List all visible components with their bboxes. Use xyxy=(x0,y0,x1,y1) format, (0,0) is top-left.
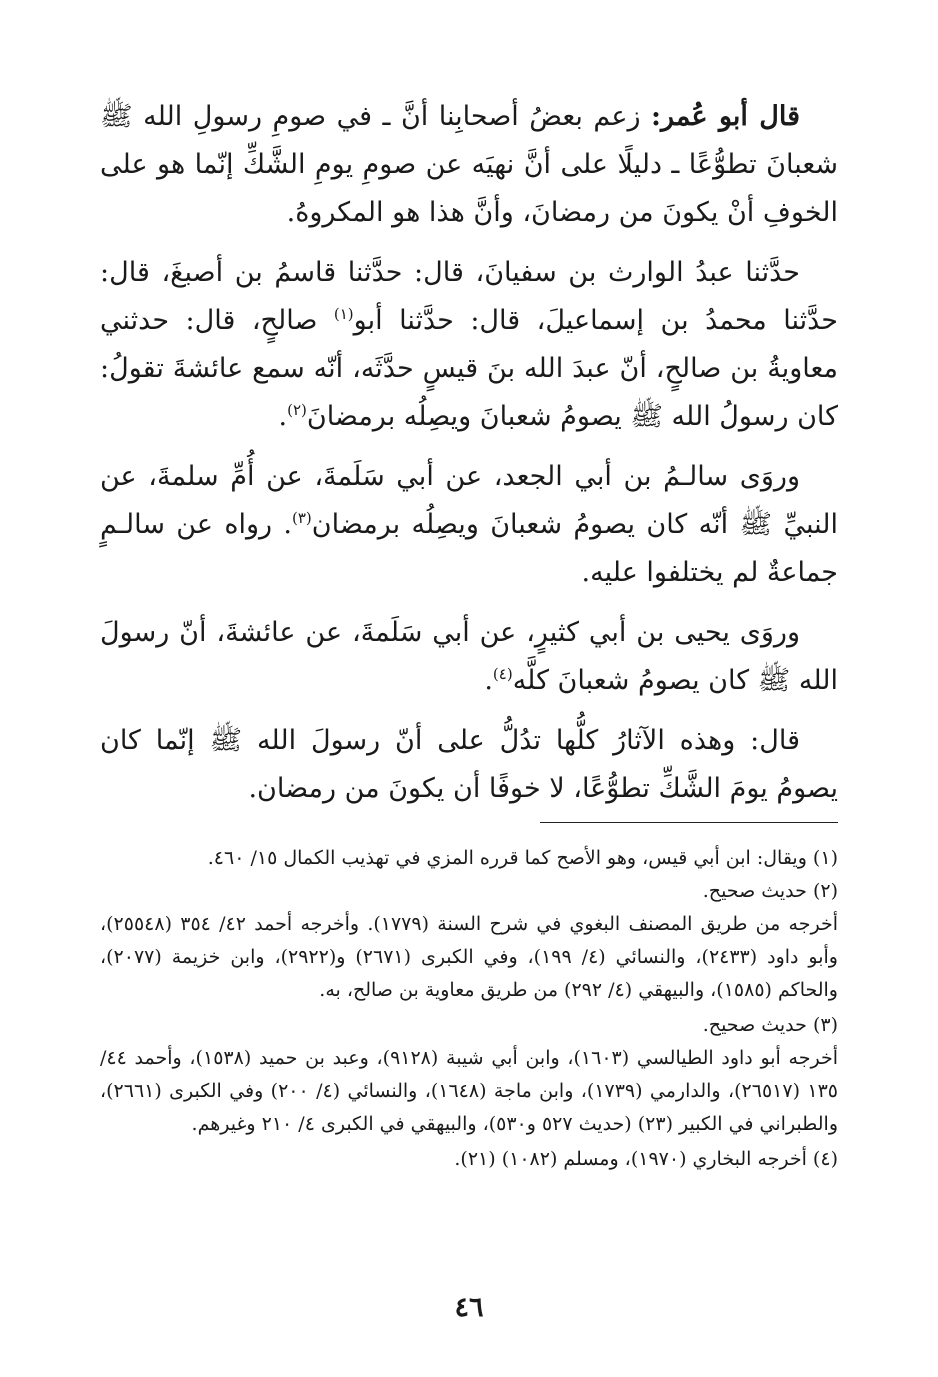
main-text xyxy=(100,93,838,825)
paragraph-3 xyxy=(100,453,838,597)
footnote-3: (٣) حديث صحيح. xyxy=(702,1014,838,1036)
footnote-ref-4: (٤) xyxy=(492,665,513,683)
footnote-1: (١) ويقال: ابن أبي قيس، وهو الأصح كما قرره المزي في تهذيب الكمال ١٥/ ٤٦٠. xyxy=(207,847,838,869)
footnote-3-body: أخرجه أبو داود الطيالسي (١٦٠٣)، وابن أبي شيبة (٩١٢٨)، وعبد بن حميد (١٥٣٨)، وأحمد ٤٤/ ١٣٥ (٢٦٥١٧)، والدارمي (١٧٣٩)، وابن ماجة (١٦٤٨)، والنسائي (٤/ ٢٠٠) وفي الكبرى (٢٦٦١)، والطبراني في الكبير (٢٣) (حديث ٥٢٧ و٥٣٠)، والبيهقي في الكبرى ٤/ ٢١٠ وغيرهم. xyxy=(100,1047,838,1135)
paragraph-2 xyxy=(100,249,838,441)
paragraph-4-part-b: . xyxy=(484,665,493,696)
paragraph-1 xyxy=(100,93,838,237)
footnote-2: (٢) حديث صحيح. xyxy=(702,880,838,902)
footnote-4: (٤) أخرجه البخاري (١٩٧٠)، ومسلم (١٠٨٢) (٢١). xyxy=(454,1148,838,1170)
footnotes xyxy=(100,842,838,1176)
paragraph-2-part-a: حدَّثنا عبدُ الوارث بن سفيانَ، قال: حدَّثنا قاسمُ بن أصبغَ، قال: حدَّثنا محمدُ بن إسماعيلَ، قال: حدَّثنا أبو xyxy=(100,257,838,336)
footnote-2-body: أخرجه من طريق المصنف البغوي في شرح السنة (١٧٧٩). وأخرجه أحمد ٤٢/ ٣٥٤ (٢٥٥٤٨)، وأبو داود (٢٤٣٣)، والنسائي (٤/ ١٩٩)، وفي الكبرى (٢٦٧١) و(٢٩٢٢)، وابن خزيمة (٢٠٧٧)، والحاكم (١٥٨٥)، والبيهقي (٤/ ٢٩٢) من طريق معاوية بن صالح، به. xyxy=(100,913,838,1001)
paragraph-1-text: زعم بعضُ أصحابِنا أنَّ ـ في صومِ رسولِ الله ﷺ شعبانَ تطوُّعًا ـ دليلًا على أنَّ نهيَه عن صومِ يومِ الشَّكِّ إنّما هو على الخوفِ أنْ يكونَ من رمضانَ، وأنَّ هذا هو المكروهُ. xyxy=(100,101,838,228)
footnote-ref-2: (٢) xyxy=(287,401,307,419)
footnote-ref-1: (١) xyxy=(333,305,354,323)
paragraph-3-part-b: . رواه عن سالـمٍ جماعةٌ لم يختلفوا عليه. xyxy=(100,509,838,588)
paragraph-4-part-a: وروَى يحيى بن أبي كثيرٍ، عن أبي سَلَمةَ، عن عائشةَ، أنّ رسولَ الله ﷺ كان يصومُ شعبانَ كلَّه xyxy=(100,617,838,696)
paragraph-2-part-b: صالحٍ، قال: حدثني معاويةُ بن صالحٍ، أنّ عبدَ الله بنَ قيسٍ حدَّثَه، أنّه سمع عائشةَ تقولُ: كان رسولُ الله ﷺ يصومُ شعبانَ ويصِلُه برمضانَ xyxy=(100,305,838,432)
footnote-separator xyxy=(540,822,838,823)
paragraph-4 xyxy=(100,609,838,705)
paragraph-3-part-a: وروَى سالـمُ بن أبي الجعد، عن أبي سَلَمةَ، عن أُمِّ سلمةَ، عن النبيِّ ﷺ أنّه كان يصومُ شعبانَ ويصِلُه برمضان xyxy=(100,461,838,540)
page-number: ٤٦ xyxy=(454,1292,484,1323)
footnote-ref-3: (٣) xyxy=(292,509,312,527)
paragraph-5: قال: وهذه الآثارُ كلُّها تدُلُّ على أنّ رسولَ الله ﷺ إنّما كان يصومُ يومَ الشَّكِّ تطوُّعًا، لا خوفًا أن يكونَ من رمضان. xyxy=(100,725,838,804)
speaker-lead: قال أبو عُمر: xyxy=(651,101,800,132)
paragraph-2-part-c: . xyxy=(278,401,288,432)
